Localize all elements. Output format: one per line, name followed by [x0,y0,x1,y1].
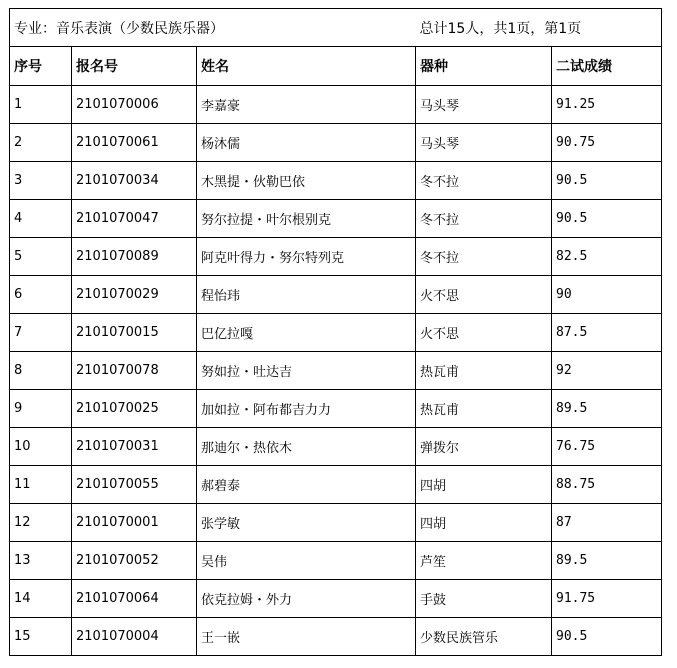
cell-id: 2101070015 [72,314,197,352]
cell-no: 3 [10,162,72,200]
column-header-no: 序号 [10,47,72,86]
cell-name: 那迪尔・热依木 [197,428,416,466]
cell-score: 90 [552,276,662,314]
cell-instrument: 冬不拉 [416,238,552,276]
cell-id: 2101070052 [72,542,197,580]
cell-name: 依克拉姆・外力 [197,580,416,618]
cell-id: 2101070006 [72,86,197,124]
cell-name: 王一嵌 [197,618,416,656]
cell-instrument: 马头琴 [416,86,552,124]
cell-id: 2101070025 [72,390,197,428]
table-row [10,504,662,542]
table-row [10,542,662,580]
cell-instrument: 马头琴 [416,124,552,162]
cell-instrument: 少数民族管乐 [416,618,552,656]
cell-no: 7 [10,314,72,352]
cell-score: 76.75 [552,428,662,466]
cell-name: 张学敏 [197,504,416,542]
cell-no: 10 [10,428,72,466]
table-row [10,276,662,314]
cell-score: 89.5 [552,390,662,428]
cell-id: 2101070004 [72,618,197,656]
score-table [9,8,662,656]
cell-instrument: 火不思 [416,276,552,314]
column-header-instrument: 器种 [416,47,552,86]
cell-id: 2101070001 [72,504,197,542]
cell-score: 91.75 [552,580,662,618]
cell-no: 9 [10,390,72,428]
cell-score: 92 [552,352,662,390]
cell-name: 李嘉豪 [197,86,416,124]
cell-id: 2101070089 [72,238,197,276]
cell-instrument: 冬不拉 [416,200,552,238]
cell-id: 2101070047 [72,200,197,238]
cell-name: 杨沐儒 [197,124,416,162]
cell-score: 91.25 [552,86,662,124]
cell-no: 8 [10,352,72,390]
cell-score: 90.5 [552,200,662,238]
cell-score: 90.5 [552,618,662,656]
table-row [10,466,662,504]
cell-score: 88.75 [552,466,662,504]
cell-id: 2101070055 [72,466,197,504]
cell-instrument: 冬不拉 [416,162,552,200]
table-row [10,314,662,352]
column-header-name: 姓名 [197,47,416,86]
table-row [10,124,662,162]
cell-name: 巴亿拉嘎 [197,314,416,352]
cell-instrument: 四胡 [416,504,552,542]
cell-score: 87.5 [552,314,662,352]
table-row [10,390,662,428]
cell-score: 89.5 [552,542,662,580]
cell-score: 82.5 [552,238,662,276]
table-row [10,238,662,276]
cell-name: 努尔拉提・叶尔根别克 [197,200,416,238]
column-header-id: 报名号 [72,47,197,86]
cell-no: 13 [10,542,72,580]
column-header-row [10,47,662,86]
cell-no: 12 [10,504,72,542]
cell-instrument: 火不思 [416,314,552,352]
cell-no: 1 [10,86,72,124]
major-label: 专业：音乐表演（少数民族乐器） [10,9,416,47]
cell-instrument: 手鼓 [416,580,552,618]
cell-score: 90.75 [552,124,662,162]
cell-name: 阿克叶得力・努尔特列克 [197,238,416,276]
cell-name: 加如拉・阿布都吉力力 [197,390,416,428]
cell-score: 90.5 [552,162,662,200]
score-sheet [9,8,661,656]
table-row [10,352,662,390]
cell-name: 吴伟 [197,542,416,580]
table-row [10,428,662,466]
cell-name: 郝碧泰 [197,466,416,504]
cell-name: 程怡玮 [197,276,416,314]
table-row [10,86,662,124]
page-summary: 总计15人，共1页，第1页 [416,9,662,47]
cell-instrument: 四胡 [416,466,552,504]
cell-no: 11 [10,466,72,504]
cell-no: 2 [10,124,72,162]
cell-name: 木黑提・伙勒巴依 [197,162,416,200]
table-row [10,162,662,200]
cell-no: 15 [10,618,72,656]
cell-no: 14 [10,580,72,618]
cell-no: 5 [10,238,72,276]
cell-instrument: 芦笙 [416,542,552,580]
table-row [10,200,662,238]
cell-instrument: 弹拨尔 [416,428,552,466]
cell-id: 2101070029 [72,276,197,314]
cell-id: 2101070031 [72,428,197,466]
header-row [10,9,662,47]
cell-no: 4 [10,200,72,238]
cell-id: 2101070078 [72,352,197,390]
cell-score: 87 [552,504,662,542]
column-header-score: 二试成绩 [552,47,662,86]
cell-id: 2101070064 [72,580,197,618]
cell-no: 6 [10,276,72,314]
cell-instrument: 热瓦甫 [416,390,552,428]
table-row [10,618,662,656]
cell-id: 2101070061 [72,124,197,162]
table-row [10,580,662,618]
cell-name: 努如拉・吐达吉 [197,352,416,390]
cell-id: 2101070034 [72,162,197,200]
cell-instrument: 热瓦甫 [416,352,552,390]
